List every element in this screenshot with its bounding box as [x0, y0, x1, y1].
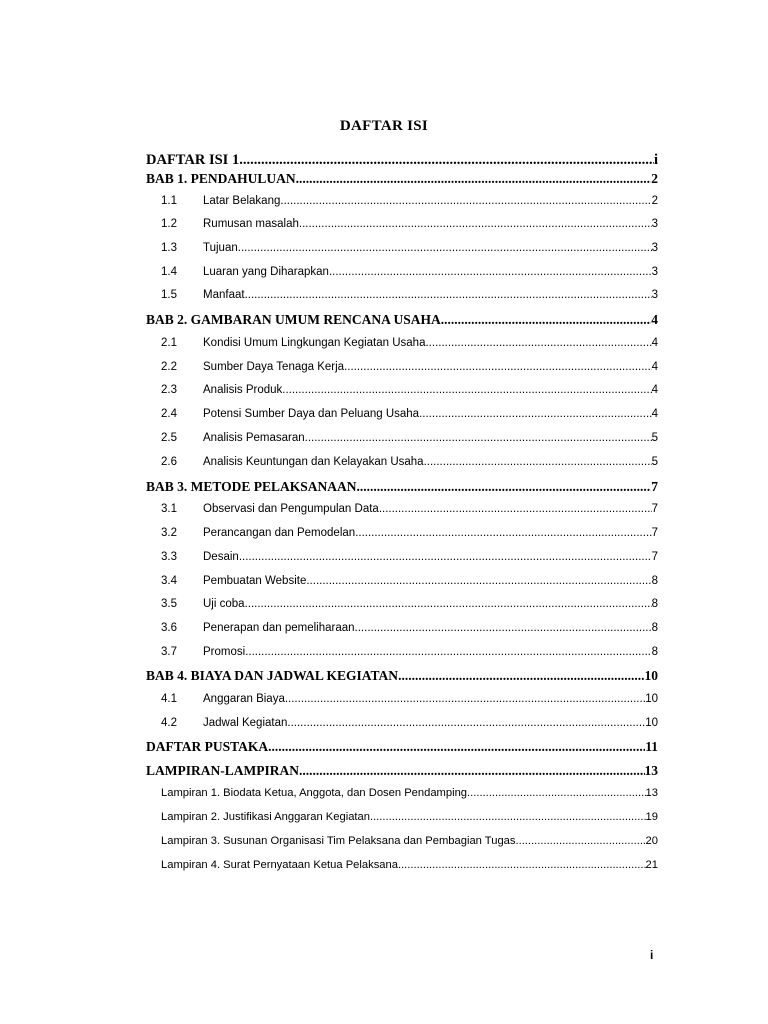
toc-appendix-entry	[161, 832, 658, 850]
toc-entry-label: Sumber Daya Tenaga Kerja	[203, 361, 345, 373]
toc-entry-label: Tujuan	[203, 242, 238, 254]
toc-entry-label: Analisis Produk	[203, 384, 283, 396]
toc-dot-leader	[285, 690, 645, 708]
toc-entry-page: 7	[651, 503, 658, 515]
toc-dot-leader	[239, 151, 654, 169]
toc-chapter-entry	[146, 170, 658, 188]
toc-subsection-entry	[161, 192, 658, 210]
toc-entry-label: Pembuatan Website	[203, 575, 307, 587]
toc-subsection-entry	[161, 215, 658, 233]
toc-dot-leader	[305, 429, 652, 447]
toc-entry-number: 2.4	[161, 408, 177, 420]
toc-chapter-entry	[146, 151, 658, 169]
toc-subsection-entry	[161, 595, 658, 613]
toc-entry-number: 4.1	[161, 693, 177, 705]
toc-entry-page: 3	[651, 242, 658, 254]
toc-subsection-entry	[161, 381, 658, 399]
toc-entry-page: 5	[651, 432, 658, 444]
toc-entry-label: Perancangan dan Pemodelan	[203, 527, 356, 539]
toc-dot-leader	[282, 381, 651, 399]
toc-entry-page: 4	[651, 384, 658, 396]
toc-entry-number: 3.5	[161, 598, 177, 610]
toc-dot-leader	[419, 405, 652, 423]
toc-entry-number: 4.2	[161, 717, 177, 729]
toc-entry-page: 3	[651, 218, 658, 230]
toc-entry-page: 19	[645, 811, 658, 823]
toc-dot-leader	[441, 311, 652, 329]
toc-entry-label: Uji coba	[203, 598, 245, 610]
toc-subsection-entry	[161, 572, 658, 590]
toc-entry-label: Luaran yang Diharapkan	[203, 266, 329, 278]
toc-dot-leader	[357, 478, 652, 496]
toc-subsection-entry	[161, 548, 658, 566]
toc-chapter-entry	[146, 762, 658, 780]
toc-appendix-entry	[161, 856, 658, 874]
toc-entry-label: BAB 2. GAMBARAN UMUM RENCANA USAHA	[146, 312, 441, 327]
toc-entry-label: Promosi	[203, 646, 246, 658]
toc-entry-number: 3.7	[161, 646, 177, 658]
toc-entry-number: 3.6	[161, 622, 177, 634]
toc-dot-leader	[299, 762, 645, 780]
toc-dot-leader	[355, 619, 652, 637]
toc-entry-number: 2.1	[161, 337, 177, 349]
toc-subsection-entry	[161, 429, 658, 447]
toc-subsection-entry	[161, 619, 658, 637]
toc-entry-page: 11	[645, 739, 658, 754]
toc-dot-leader	[379, 500, 652, 518]
toc-entry-label: DAFTAR PUSTAKA	[146, 739, 269, 754]
toc-entry-label: Rumusan masalah	[203, 218, 299, 230]
toc-dot-leader	[329, 263, 652, 281]
toc-entry-label: Kondisi Umum Lingkungan Kegiatan Usaha	[203, 337, 426, 349]
toc-chapter-entry	[146, 667, 658, 685]
toc-entry-page: 8	[651, 575, 658, 587]
toc-subsection-entry	[161, 714, 658, 732]
page-title: DAFTAR ISI	[339, 118, 429, 134]
toc-subsection-entry	[161, 643, 658, 661]
toc-entry-label: BAB 1. PENDAHULUAN	[146, 171, 296, 186]
toc-dot-leader	[287, 714, 645, 732]
toc-dot-leader	[425, 334, 651, 352]
toc-subsection-entry	[161, 500, 658, 518]
toc-dot-leader	[239, 548, 652, 566]
toc-dot-leader	[238, 239, 652, 257]
toc-entry-page: 2	[651, 171, 658, 186]
toc-entry-page: 10	[644, 668, 658, 683]
toc-entry-page: 2	[651, 195, 658, 207]
toc-dot-leader	[398, 667, 644, 685]
toc-entry-number: 3.3	[161, 551, 177, 563]
toc-entry-page: 4	[651, 408, 658, 420]
toc-dot-leader	[370, 808, 646, 826]
toc-subsection-entry	[161, 690, 658, 708]
toc-entry-label: Lampiran 1. Biodata Ketua, Anggota, dan Dosen Pendamping	[161, 787, 468, 799]
toc-entry-label: Latar Belakang	[203, 195, 281, 207]
toc-entry-label: Lampiran 3. Susunan Organisasi Tim Pelaksana dan Pembagian Tugas	[161, 835, 516, 847]
toc-chapter-entry	[146, 311, 658, 329]
toc-entry-label: LAMPIRAN-LAMPIRAN	[146, 763, 299, 778]
toc-entry-number: 1.5	[161, 289, 177, 301]
toc-subsection-entry	[161, 239, 658, 257]
toc-entry-label: DAFTAR ISI 1	[146, 152, 240, 168]
toc-entry-page: 13	[645, 787, 658, 799]
toc-appendix-entry	[161, 808, 658, 826]
toc-entry-page: 7	[651, 551, 658, 563]
toc-subsection-entry	[161, 524, 658, 542]
toc-entry-number: 1.2	[161, 218, 177, 230]
toc-appendix-entry	[161, 784, 658, 802]
toc-entry-page: 21	[645, 859, 658, 871]
toc-dot-leader	[299, 215, 652, 233]
toc-entry-label: Lampiran 2. Justifikasi Anggaran Kegiatan	[161, 811, 370, 823]
toc-entry-label: Manfaat	[203, 289, 245, 301]
toc-entry-page: 4	[651, 312, 658, 327]
toc-dot-leader	[306, 572, 651, 590]
toc-entry-label: Penerapan dan pemeliharaan	[203, 622, 355, 634]
toc-entry-label: Potensi Sumber Daya dan Peluang Usaha	[203, 408, 420, 420]
toc-entry-page: 7	[651, 479, 658, 494]
toc-dot-leader	[467, 784, 646, 802]
toc-dot-leader	[296, 170, 652, 188]
toc-entry-page: 3	[651, 266, 658, 278]
toc-chapter-entry	[146, 478, 658, 496]
toc-entry-number: 3.2	[161, 527, 177, 539]
toc-entry-page: 4	[651, 337, 658, 349]
toc-entry-page: 8	[651, 598, 658, 610]
toc-dot-leader	[515, 832, 645, 850]
page-number: i	[650, 948, 654, 962]
toc-entry-page: 20	[645, 835, 658, 847]
toc-entry-label: BAB 3. METODE PELAKSANAAN	[146, 479, 357, 494]
toc-dot-leader	[398, 856, 646, 874]
toc-entry-number: 2.3	[161, 384, 177, 396]
toc-entry-label: Analisis Keuntungan dan Kelayakan Usaha	[203, 456, 424, 468]
toc-entry-page: 8	[651, 646, 658, 658]
toc-dot-leader	[245, 286, 652, 304]
toc-entry-label: Observasi dan Pengumpulan Data	[203, 503, 379, 515]
toc-dot-leader	[424, 453, 652, 471]
toc-entry-label: Anggaran Biaya	[203, 693, 285, 705]
toc-entry-number: 1.4	[161, 266, 177, 278]
toc-entry-number: 1.3	[161, 242, 177, 254]
toc-subsection-entry	[161, 334, 658, 352]
toc-entry-number: 2.5	[161, 432, 177, 444]
toc-entry-label: BAB 4. BIAYA DAN JADWAL KEGIATAN	[146, 668, 399, 683]
toc-entry-page: 10	[645, 717, 658, 729]
toc-subsection-entry	[161, 263, 658, 281]
toc-entry-number: 3.1	[161, 503, 177, 515]
toc-entry-label: Analisis Pemasaran	[203, 432, 305, 444]
toc-dot-leader	[245, 595, 652, 613]
toc-entry-page: 10	[645, 693, 658, 705]
toc-entry-page: 8	[651, 622, 658, 634]
toc-dot-leader	[268, 738, 645, 756]
toc-entry-number: 2.6	[161, 456, 177, 468]
toc-dot-leader	[344, 358, 652, 376]
toc-entry-page: i	[653, 152, 658, 168]
toc-entry-number: 2.2	[161, 361, 177, 373]
toc-entry-number: 1.1	[161, 195, 177, 207]
toc-entry-page: 5	[651, 456, 658, 468]
toc-entry-page: 13	[644, 763, 658, 778]
toc-subsection-entry	[161, 358, 658, 376]
toc-chapter-entry	[146, 738, 658, 756]
toc-entry-label: Desain	[203, 551, 239, 563]
toc-entry-page: 7	[651, 527, 658, 539]
toc-subsection-entry	[161, 453, 658, 471]
toc-subsection-entry	[161, 286, 658, 304]
toc-entry-label: Lampiran 4. Surat Pernyataan Ketua Pelaksana	[161, 859, 398, 871]
toc-entry-label: Jadwal Kegiatan	[203, 717, 288, 729]
toc-entry-page: 3	[651, 289, 658, 301]
toc-dot-leader	[355, 524, 651, 542]
toc-entry-page: 4	[651, 361, 658, 373]
toc-subsection-entry	[161, 405, 658, 423]
toc-dot-leader	[245, 643, 651, 661]
toc-dot-leader	[280, 192, 651, 210]
toc-entry-number: 3.4	[161, 575, 177, 587]
